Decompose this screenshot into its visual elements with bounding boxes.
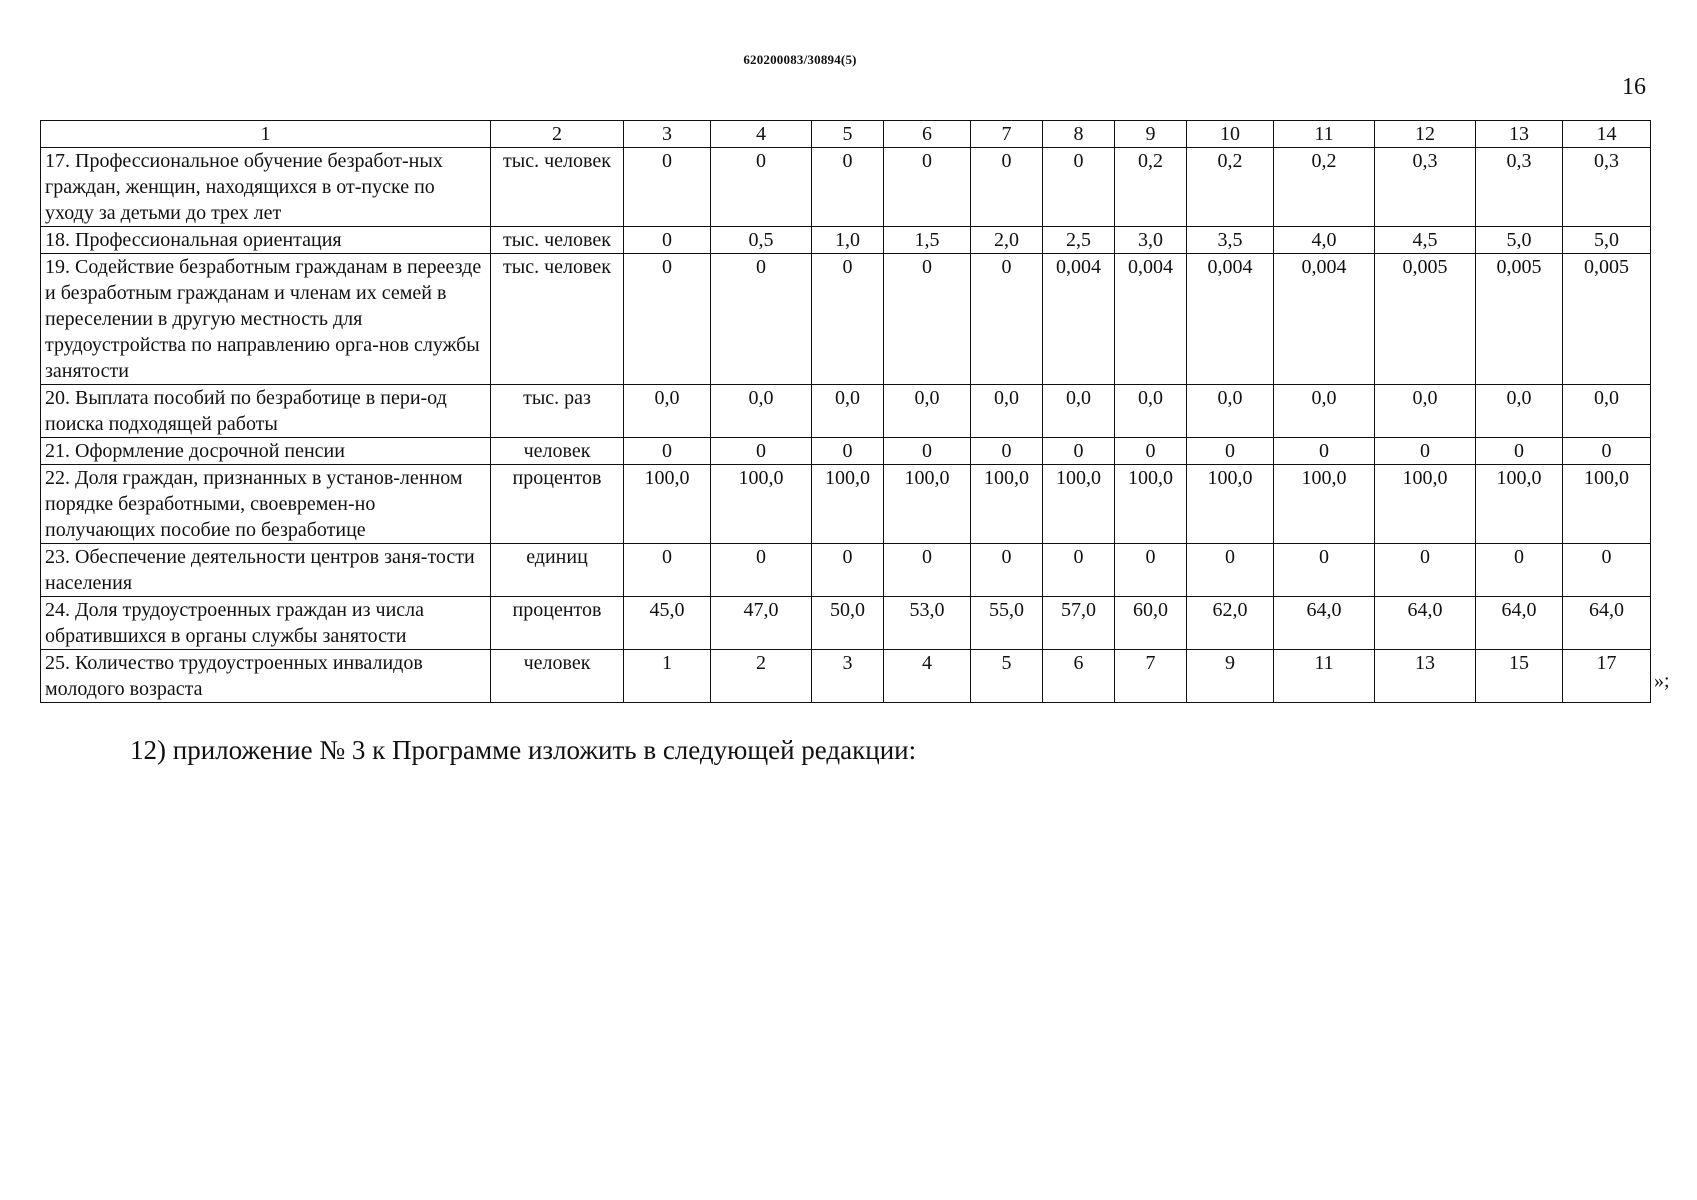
indicator-value: 0,0 <box>1115 385 1187 438</box>
indicator-value: 0 <box>1115 438 1187 465</box>
indicator-value: 45,0 <box>624 597 711 650</box>
table-row <box>41 650 1651 703</box>
indicator-value: 0 <box>812 544 884 597</box>
indicator-value: 0,3 <box>1563 148 1651 227</box>
indicator-value: 0,0 <box>1476 385 1563 438</box>
indicator-value: 0 <box>1563 544 1651 597</box>
indicator-value: 47,0 <box>711 597 812 650</box>
column-header: 6 <box>884 121 971 148</box>
indicator-value: 3,0 <box>1115 227 1187 254</box>
indicator-value: 50,0 <box>812 597 884 650</box>
indicator-value: 0,0 <box>624 385 711 438</box>
indicator-value: 64,0 <box>1274 597 1375 650</box>
indicator-name: 21. Оформление досрочной пенсии <box>41 438 491 465</box>
indicator-value: 53,0 <box>884 597 971 650</box>
indicator-value: 0,0 <box>1274 385 1375 438</box>
indicator-name: 22. Доля граждан, признанных в установ-ленном порядке безработными, своевремен-но получающих пособие по безработице <box>41 465 491 544</box>
table-row <box>41 227 1651 254</box>
indicator-value: 0,2 <box>1274 148 1375 227</box>
indicator-value: 0 <box>1043 438 1115 465</box>
indicator-value: 0 <box>971 544 1043 597</box>
indicator-value: 0,5 <box>711 227 812 254</box>
indicator-value: 4,5 <box>1375 227 1476 254</box>
indicator-value: 0 <box>624 438 711 465</box>
indicator-value: 0 <box>1375 438 1476 465</box>
indicator-value: 60,0 <box>1115 597 1187 650</box>
indicator-value: 13 <box>1375 650 1476 703</box>
indicator-value: 0 <box>1115 544 1187 597</box>
indicator-value: 0,0 <box>1187 385 1274 438</box>
indicator-value: 2,0 <box>971 227 1043 254</box>
indicator-value: 4,0 <box>1274 227 1375 254</box>
column-number-row <box>41 121 1651 148</box>
indicator-value: 100,0 <box>1115 465 1187 544</box>
indicator-value: 1,0 <box>812 227 884 254</box>
indicator-unit: единиц <box>491 544 624 597</box>
indicator-value: 0 <box>624 148 711 227</box>
indicator-value: 100,0 <box>1274 465 1375 544</box>
indicator-value: 0,2 <box>1115 148 1187 227</box>
column-header: 3 <box>624 121 711 148</box>
indicator-value: 0 <box>1476 544 1563 597</box>
indicator-value: 0,0 <box>884 385 971 438</box>
indicator-value: 5,0 <box>1563 227 1651 254</box>
table-row <box>41 597 1651 650</box>
indicator-value: 0 <box>1563 438 1651 465</box>
indicator-value: 100,0 <box>1375 465 1476 544</box>
indicator-value: 55,0 <box>971 597 1043 650</box>
column-header: 2 <box>491 121 624 148</box>
table-row <box>41 465 1651 544</box>
page-number: 16 <box>1622 74 1646 100</box>
indicator-unit: человек <box>491 650 624 703</box>
indicator-value: 0,004 <box>1043 254 1115 385</box>
column-header: 11 <box>1274 121 1375 148</box>
indicator-value: 2,5 <box>1043 227 1115 254</box>
indicator-value: 0 <box>624 254 711 385</box>
indicator-value: 100,0 <box>1043 465 1115 544</box>
indicator-value: 7 <box>1115 650 1187 703</box>
indicator-value: 57,0 <box>1043 597 1115 650</box>
indicator-value: 100,0 <box>1476 465 1563 544</box>
column-header: 7 <box>971 121 1043 148</box>
indicator-value: 0,005 <box>1476 254 1563 385</box>
indicator-name: 23. Обеспечение деятельности центров заня-тости населения <box>41 544 491 597</box>
indicator-value: 0 <box>812 148 884 227</box>
column-header: 13 <box>1476 121 1563 148</box>
indicator-name: 17. Профессиональное обучение безработ-ных граждан, женщин, находящихся в от-пуске по уходу за детьми до трех лет <box>41 148 491 227</box>
indicator-value: 3 <box>812 650 884 703</box>
indicator-value: 0 <box>711 148 812 227</box>
indicator-value: 0 <box>1274 438 1375 465</box>
column-header: 5 <box>812 121 884 148</box>
indicator-value: 0,005 <box>1563 254 1651 385</box>
table-row <box>41 385 1651 438</box>
indicator-name: 19. Содействие безработным гражданам в переезде и безработным гражданам и членам их семей в переселении в другую местность для трудоустройства по направлению орга-нов службы занятости <box>41 254 491 385</box>
indicator-value: 0,3 <box>1476 148 1563 227</box>
indicator-value: 3,5 <box>1187 227 1274 254</box>
indicator-value: 0,004 <box>1274 254 1375 385</box>
indicator-unit: процентов <box>491 597 624 650</box>
indicator-value: 5 <box>971 650 1043 703</box>
indicator-value: 62,0 <box>1187 597 1274 650</box>
indicator-value: 5,0 <box>1476 227 1563 254</box>
indicator-value: 17 <box>1563 650 1651 703</box>
column-header: 10 <box>1187 121 1274 148</box>
indicator-value: 0 <box>971 254 1043 385</box>
column-header: 9 <box>1115 121 1187 148</box>
indicator-value: 0 <box>884 438 971 465</box>
indicator-value: 0 <box>1043 148 1115 227</box>
column-header: 12 <box>1375 121 1476 148</box>
indicator-value: 0,004 <box>1187 254 1274 385</box>
indicator-value: 100,0 <box>812 465 884 544</box>
column-header: 1 <box>41 121 491 148</box>
indicator-value: 0 <box>1187 544 1274 597</box>
indicator-value: 100,0 <box>711 465 812 544</box>
table-row <box>41 148 1651 227</box>
indicator-value: 0 <box>1043 544 1115 597</box>
indicators-table <box>40 120 1651 703</box>
indicator-value: 0 <box>971 438 1043 465</box>
indicator-value: 0,0 <box>812 385 884 438</box>
indicator-value: 0,005 <box>1375 254 1476 385</box>
indicator-unit: тыс. человек <box>491 254 624 385</box>
indicator-unit: человек <box>491 438 624 465</box>
indicator-value: 100,0 <box>971 465 1043 544</box>
indicator-value: 0 <box>812 254 884 385</box>
indicator-value: 11 <box>1274 650 1375 703</box>
table-row <box>41 254 1651 385</box>
indicator-value: 1,5 <box>884 227 971 254</box>
document-id: 620200083/30894(5) <box>743 52 857 67</box>
indicator-value: 6 <box>1043 650 1115 703</box>
indicator-value: 64,0 <box>1375 597 1476 650</box>
amendment-paragraph: 12) приложение № 3 к Программе изложить в следующей редакции: <box>130 735 917 765</box>
indicator-value: 0,3 <box>1375 148 1476 227</box>
indicator-value: 15 <box>1476 650 1563 703</box>
table-row <box>41 544 1651 597</box>
indicator-value: 0 <box>884 148 971 227</box>
indicator-unit: процентов <box>491 465 624 544</box>
indicator-value: 0 <box>1187 438 1274 465</box>
indicator-name: 25. Количество трудоустроенных инвалидов молодого возраста <box>41 650 491 703</box>
indicator-value: 0 <box>711 544 812 597</box>
indicator-value: 100,0 <box>1563 465 1651 544</box>
indicator-value: 0 <box>884 544 971 597</box>
indicator-value: 0 <box>624 544 711 597</box>
indicator-unit: тыс. человек <box>491 148 624 227</box>
indicator-name: 24. Доля трудоустроенных граждан из числа обратившихся в органы службы занятости <box>41 597 491 650</box>
indicator-value: 0 <box>1375 544 1476 597</box>
indicator-value: 0,0 <box>971 385 1043 438</box>
indicator-value: 0,004 <box>1115 254 1187 385</box>
indicator-name: 18. Профессиональная ориентация <box>41 227 491 254</box>
indicator-value: 0,0 <box>1563 385 1651 438</box>
column-header: 4 <box>711 121 812 148</box>
indicator-value: 4 <box>884 650 971 703</box>
indicator-value: 64,0 <box>1563 597 1651 650</box>
closing-quote: »; <box>1654 670 1670 692</box>
column-header: 14 <box>1563 121 1651 148</box>
indicator-value: 0,2 <box>1187 148 1274 227</box>
indicator-unit: тыс. человек <box>491 227 624 254</box>
indicator-value: 64,0 <box>1476 597 1563 650</box>
indicator-value: 9 <box>1187 650 1274 703</box>
indicator-value: 1 <box>624 650 711 703</box>
indicator-value: 2 <box>711 650 812 703</box>
indicator-value: 0 <box>971 148 1043 227</box>
indicator-value: 0 <box>1476 438 1563 465</box>
indicator-value: 100,0 <box>1187 465 1274 544</box>
indicator-value: 0,0 <box>1375 385 1476 438</box>
indicator-unit: тыс. раз <box>491 385 624 438</box>
indicator-value: 0 <box>711 438 812 465</box>
indicator-value: 0 <box>1274 544 1375 597</box>
indicator-value: 0 <box>711 254 812 385</box>
indicator-value: 100,0 <box>624 465 711 544</box>
indicator-value: 0 <box>884 254 971 385</box>
indicator-value: 0 <box>624 227 711 254</box>
indicator-value: 0 <box>812 438 884 465</box>
column-header: 8 <box>1043 121 1115 148</box>
indicator-name: 20. Выплата пособий по безработице в пери-од поиска подходящей работы <box>41 385 491 438</box>
indicator-value: 0,0 <box>711 385 812 438</box>
indicator-value: 0,0 <box>1043 385 1115 438</box>
indicator-value: 100,0 <box>884 465 971 544</box>
table-row <box>41 438 1651 465</box>
